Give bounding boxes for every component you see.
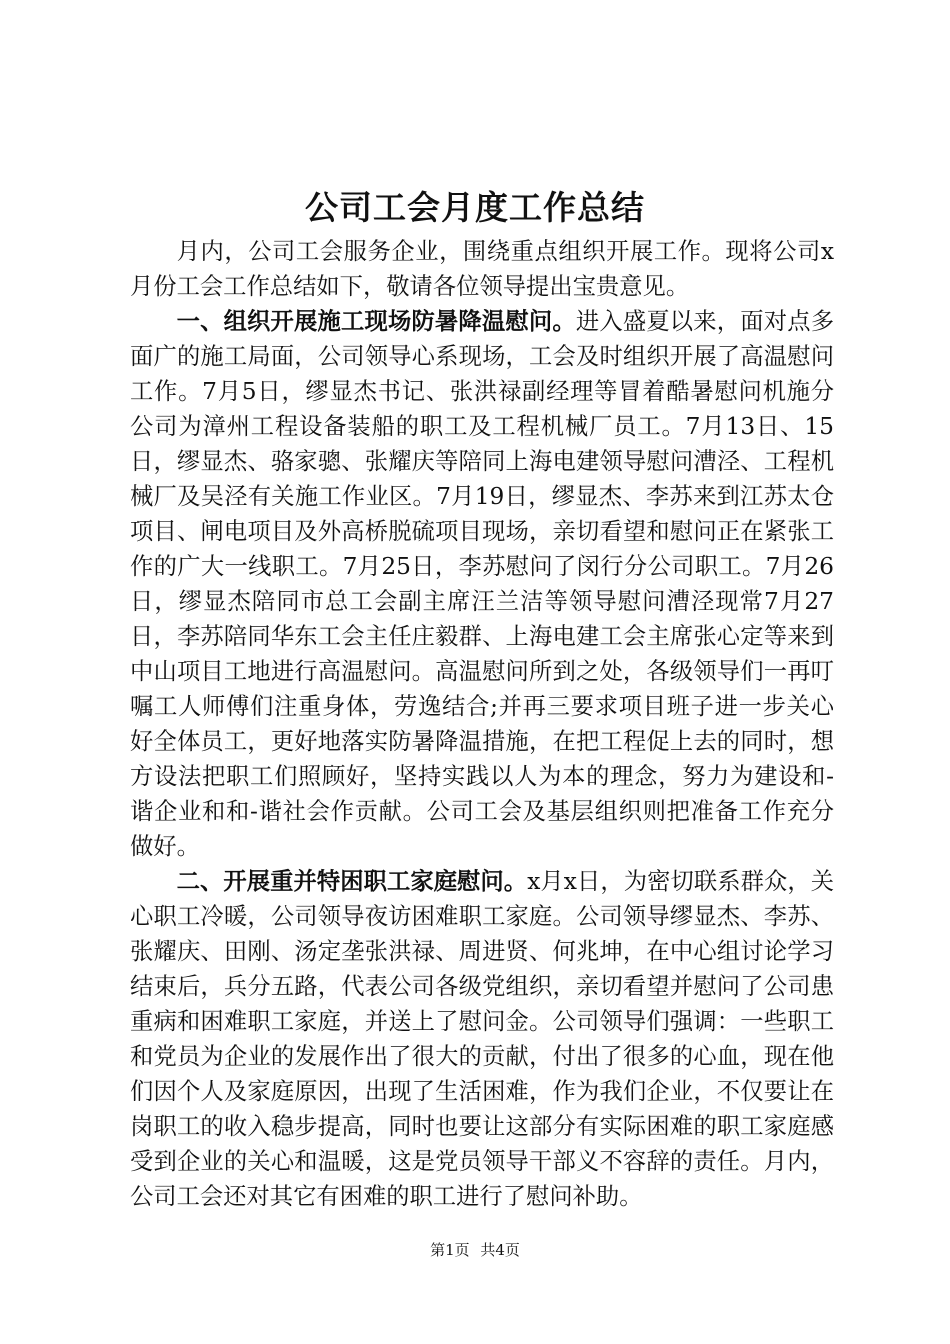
paragraph-text: 月内，公司工会服务企业，围绕重点组织开展工作。现将公司x月份工会工作总结如下，敬请各位领导提出宝贵意见。 [130,238,834,300]
section-1-text: 进入盛夏以来，面对点多面广的施工局面，公司领导心系现场，工会及时组织开展了高温慰问工作。7月5日，缪显杰书记、张洪禄副经理等冒着酷暑慰问机施分公司为漳州工程设备装船的职工及工程机械厂员工。7月13日、15日，缪显杰、骆家骢、张耀庆等陪同上海电建领导慰问漕泾、工程机械厂及吴泾有关施工作业区。7月19日，缪显杰、李苏来到江苏太仓项目、闸电项目及外高桥脱硫项目现场，亲切看望和慰问正在紧张工作的广大一线职工。7月25日，李苏慰问了闵行分公司职工。7月26日，缪显杰陪同市总工会副主席汪兰洁等领导慰问漕泾现常7月27日，李苏陪同华东工会主任庄毅群、上海电建工会主席张心定等来到中山项目工地进行高温慰问。高温慰问所到之处，各级领导们一再叮嘱工人师傅们注重身体，劳逸结合;并再三要求项目班子进一步关心好全体员工，更好地落实防暑降温措施，在把工程促上去的同时，想方设法把职工们照顾好，坚持实践以人为本的理念，努力为建设和-谐企业和和-谐社会作贡献。公司工会及基层组织则把准备工作充分做好。 [130,308,835,860]
section-1-heading: 一、组织开展施工现场防暑降温慰问。 [176,308,576,335]
document-body [130,234,834,1214]
total-page-count: 共4页 [480,1241,520,1259]
page-footer [0,1240,950,1260]
section-2-text: x月x日，为密切联系群众，关心职工冷暖，公司领导夜访困难职工家庭。公司领导缪显杰、李苏、张耀庆、田刚、汤定垄张洪禄、周进贤、何兆坤，在中心组讨论学习结束后，兵分五路，代表公司各级党组织，亲切看望并慰问了公司患重病和困难职工家庭，并送上了慰问金。公司领导们强调：一些职工和党员为企业的发展作出了很大的贡献，付出了很多的心血，现在他们因个人及家庭原因，出现了生活困难，作为我们企业，不仅要让在岗职工的收入稳步提高，同时也要让这部分有实际困难的职工家庭感受到企业的关心和温暖，这是党员领导干部义不容辞的责任。月内，公司工会还对其它有困难的职工进行了慰问补助。 [130,868,835,1210]
section-2-heading: 二、开展重并特困职工家庭慰问。 [176,868,528,895]
intro-paragraph [130,234,834,304]
current-page-number: 第1页 [430,1241,470,1259]
section-1-paragraph [130,304,834,864]
section-2-paragraph [130,864,834,1214]
document-title: 公司工会月度工作总结 [305,188,645,227]
